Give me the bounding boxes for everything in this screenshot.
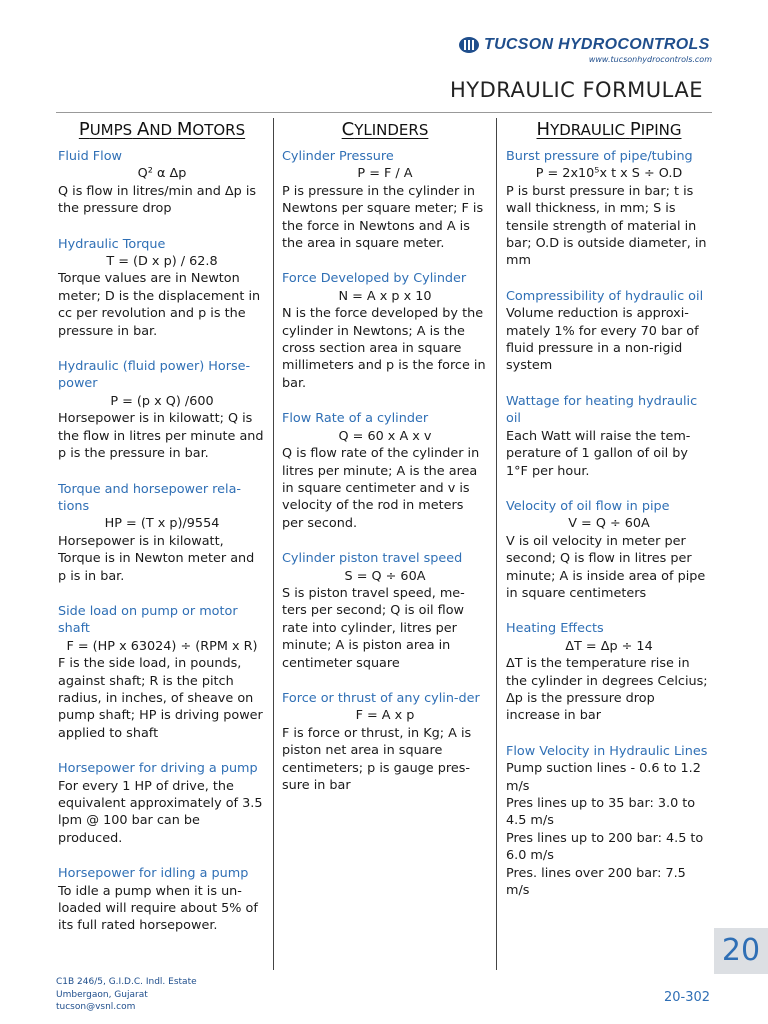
company-name: TUCSON HYDROCONTROLS (484, 36, 710, 53)
section-description: P is burst pressure in bar; t is wall thickness, in mm; S is tensile strength of material in bar; O.D is outside diameter, in mm (506, 183, 707, 269)
formula: P = (p x Q) /600 (110, 393, 214, 409)
section-title: Burst pressure of pipe/tubing (506, 149, 693, 164)
section-description: V is oil velocity in meter per second; Q is flow in litres per minute; A is inside area of pipe in square centimeters (506, 533, 706, 601)
formula: ΔT = Δp ÷ 14 (565, 638, 653, 654)
formula-section (506, 148, 712, 270)
section-description: N is the force developed by the cylinder in Newtons; A is the cross section area in square millimeters and p is the force in bar. (282, 306, 486, 391)
formula: P = 2x10⁵x t x S ÷ O.D (535, 166, 683, 182)
column-cylinders (282, 118, 488, 812)
formula-section (506, 743, 712, 900)
formula-section (506, 393, 712, 480)
formula-section (58, 148, 266, 218)
section-description: F is force or thrust, in Kg; A is piston net area in square centimeters; p is gauge pres-sure in bar (282, 725, 472, 793)
column-hydraulic-piping (506, 118, 712, 917)
formula-section (58, 236, 266, 340)
section-title: Side load on pump or motor shaft (58, 603, 238, 637)
formula: V = Q ÷ 60A (568, 516, 650, 532)
formula: HP = (T x p)/9554 (104, 516, 220, 532)
section-description: Horsepower is in kilowatt, Torque is in Newton meter and p is in bar. (58, 533, 255, 584)
formula: F = A x p (355, 708, 415, 724)
section-description: P is pressure in the cylinder in Newtons per square meter; F is the force in Newtons and A is the area in square meter. (282, 183, 484, 252)
section-title: Force Developed by Cylinder (282, 271, 467, 287)
section-title: Horsepower for idling a pump (58, 866, 249, 882)
section-title: Velocity of oil flow in pipe (506, 498, 670, 514)
formula-section (282, 410, 488, 532)
page-title: HYDRAULIC FORMULAE (449, 78, 703, 102)
formula-section (282, 690, 488, 794)
section-title: Force or thrust of any cylin-der (282, 690, 480, 706)
formula: S = Q ÷ 60A (344, 568, 426, 584)
section-title: Hydraulic Torque (58, 236, 166, 252)
website-url[interactable]: www.tucsonhydrocontrols.com (588, 55, 712, 64)
section-title: Horsepower for driving a pump (58, 761, 258, 777)
header-divider (56, 112, 712, 113)
section-title: Compressibility of hydraulic oil (506, 288, 704, 304)
section-description: Torque values are in Newton meter; D is the displacement in cc per revolution and p is the pressure in bar. (58, 271, 261, 339)
formula-section (506, 620, 712, 724)
section-title: Fluid Flow (58, 149, 122, 164)
column-divider (273, 118, 274, 970)
footer-address (56, 976, 197, 1014)
formula: Q = 60 x A x v (338, 428, 432, 444)
section-description: Volume reduction is approxi-mately 1% for every 70 bar of fluid pressure in a non-rigid system (506, 306, 699, 374)
section-title: Cylinder piston travel speed (282, 551, 463, 567)
address-line: C1B 246/5, G.I.D.C. Indl. Estate (56, 977, 197, 987)
section-title: Flow Velocity in Hydraulic Lines (506, 743, 708, 759)
formula: N = A x p x 10 (338, 288, 432, 304)
formula: Q² α Δp (137, 166, 187, 182)
section-description: ΔT is the temperature rise in the cylinder in degrees Celcius; Δp is the pressure drop increase in bar (506, 656, 708, 724)
section-description: Each Watt will raise the tem-perature of 1 gallon of oil by 1°F per hour. (506, 428, 691, 479)
section-description: Q is flow in litres/min and Δp is the pressure drop (58, 183, 257, 217)
column-heading (506, 118, 712, 142)
formula-section (506, 288, 712, 375)
formula: F = (HP x 63024) ÷ (RPM x R) (66, 638, 258, 654)
section-description: F is the side load, in pounds, against shaft; R is the pitch radius, in inches, of sheave on pump shaft; HP is driving power applied to shaft (58, 656, 263, 741)
formula-section (282, 550, 488, 672)
column-heading-text: PUMPS AND MOTORS (78, 119, 246, 140)
section-description: For every 1 HP of drive, the equivalent approximately of 3.5 lpm @ 100 bar can be produced. (58, 778, 263, 846)
formula-section (58, 603, 266, 742)
email-link[interactable]: tucson@vsnl.com (56, 1002, 136, 1012)
formula-section (506, 498, 712, 602)
section-description: S is piston travel speed, me-ters per second; Q is oil flow rate into cylinder, litres per minute; A is piston area in centimeter square (282, 585, 465, 671)
formula-section (58, 760, 266, 847)
column-heading-text: HYDRAULIC PIPING (536, 119, 682, 140)
formula-section (58, 865, 266, 935)
section-description: Pump suction lines - 0.6 to 1.2 m/s Pres lines up to 35 bar: 3.0 to 4.5 m/s Pres lines up to 200 bar: 4.5 to 6.0 m/s Pres. lines over 200 bar: 7.5 m/s (506, 761, 704, 899)
section-description: Horsepower is in kilowatt; Q is the flow in litres per minute and p is the pressure in bar. (58, 411, 264, 462)
page-reference: 20-302 (664, 990, 711, 1005)
formula: T = (D x p) / 62.8 (106, 254, 218, 270)
section-title: Wattage for heating hydraulic oil (506, 393, 698, 427)
formula-section (58, 358, 266, 462)
logo-mark-icon (458, 36, 480, 54)
column-divider (496, 118, 497, 970)
section-title: Cylinder Pressure (282, 149, 394, 164)
section-description: To idle a pump when it is un-loaded will require about 5% of its full rated horsepower. (58, 883, 258, 934)
section-title: Torque and horsepower rela-tions (58, 481, 242, 514)
formula-section (282, 148, 488, 252)
page-number-tab: 20 (714, 928, 768, 974)
formula-section (58, 481, 266, 585)
column-heading (58, 118, 266, 142)
section-title: Heating Effects (506, 621, 604, 637)
section-description: Q is flow rate of the cylinder in litres per minute; A is the area in square centimeter and v is velocity of the rod in meters per second. (282, 446, 480, 531)
column-pumps-motors (58, 118, 266, 953)
company-logo (458, 36, 710, 54)
column-heading (282, 118, 488, 142)
formula-section (282, 270, 488, 392)
section-title: Hydraulic (fluid power) Horse-power (58, 359, 251, 392)
formula: P = F / A (357, 166, 413, 182)
address-line: Umbergaon, Gujarat (56, 989, 148, 1000)
section-title: Flow Rate of a cylinder (282, 411, 429, 427)
column-heading-text: CYLINDERS (341, 119, 429, 140)
